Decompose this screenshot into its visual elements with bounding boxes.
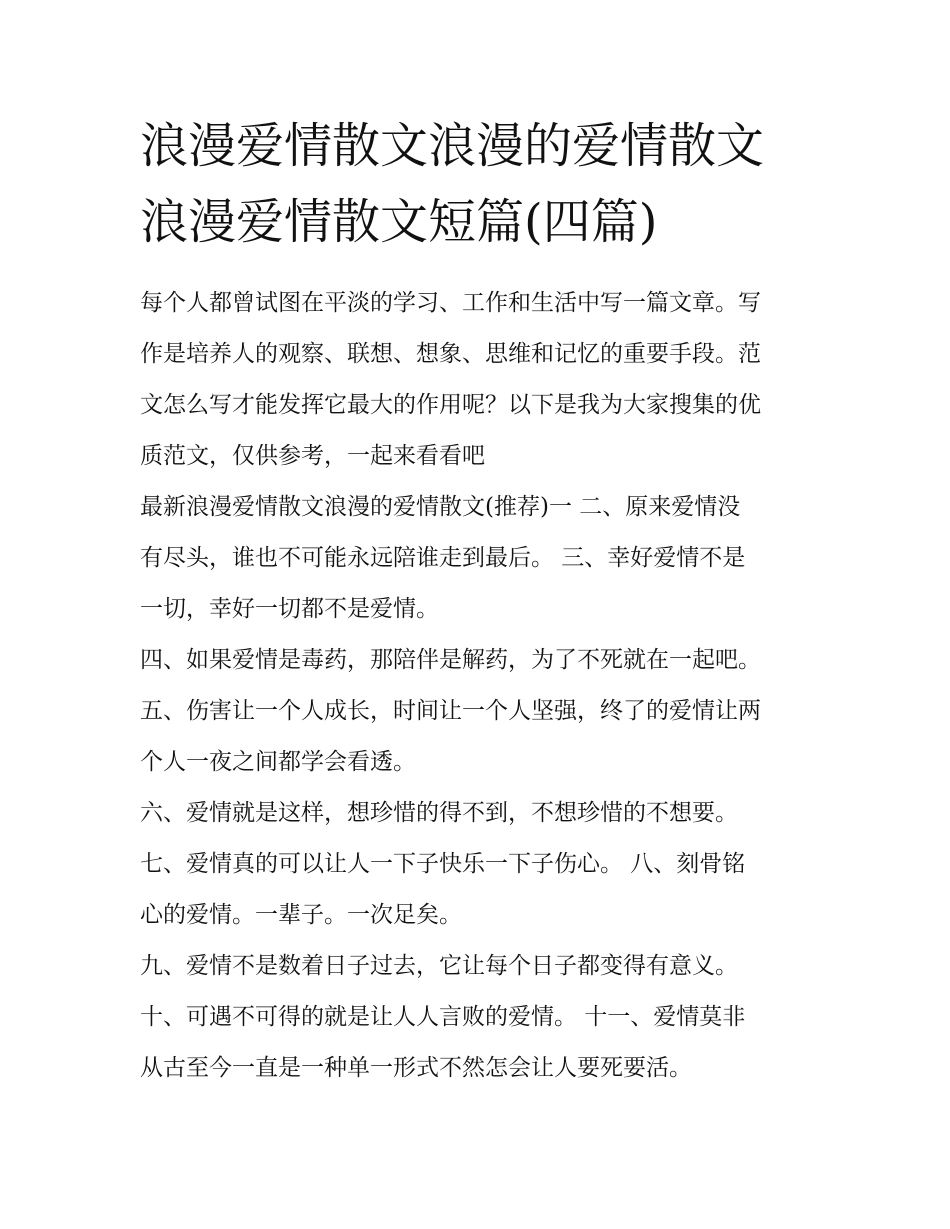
text-line: 四、如果爱情是毒药，那陪伴是解药，为了不死就在一起吧。 <box>140 647 761 673</box>
text-line: 有尽头，谁也不可能永远陪谁走到最后。 三、幸好爱情不是 <box>140 545 746 571</box>
text-line: 从古至今一直是一种单一形式不然怎会让人要死要活。 <box>140 1055 692 1081</box>
paragraph <box>140 635 820 686</box>
text-line: 七、爱情真的可以让人一下子快乐一下子伤心。 八、刻骨铭 <box>140 851 746 877</box>
text-line: 五、伤害让一个人成长，时间让一个人坚强，终了的爱情让两 <box>140 698 761 724</box>
text-line: 六、爱情就是这样，想珍惜的得不到，不想珍惜的不想要。 <box>140 800 738 826</box>
text-line: 作是培养人的观察、联想、想象、思维和记忆的重要手段。范 <box>140 341 761 367</box>
paragraph <box>140 839 820 941</box>
text-line: 质范文，仅供参考，一起来看看吧 <box>140 443 485 469</box>
title-line: 浪漫爱情散文浪漫的爱情散文 <box>140 118 765 174</box>
text-line: 心的爱情。一辈子。一次足矣。 <box>140 902 462 928</box>
text-line: 九、爱情不是数着日子过去，它让每个日子都变得有意义。 <box>140 953 738 979</box>
paragraph <box>140 788 820 839</box>
document-title <box>140 108 820 260</box>
paragraph <box>140 686 820 788</box>
intro-paragraph <box>140 278 820 482</box>
text-line: 十、可遇不可得的就是让人人言败的爱情。 十一、爱情莫非 <box>140 1004 746 1030</box>
paragraph <box>140 992 820 1094</box>
title-line: 浪漫爱情散文短篇(四篇) <box>140 194 658 250</box>
text-line: 个人一夜之间都学会看透。 <box>140 749 416 775</box>
text-line: 最新浪漫爱情散文浪漫的爱情散文(推荐)一 二、原来爱情没 <box>140 494 741 520</box>
text-line: 一切，幸好一切都不是爱情。 <box>140 596 439 622</box>
paragraph <box>140 482 820 635</box>
text-line: 文怎么写才能发挥它最大的作用呢？以下是我为大家搜集的优 <box>140 392 761 418</box>
text-line: 每个人都曾试图在平淡的学习、工作和生活中写一篇文章。写 <box>140 290 761 316</box>
document-body <box>140 278 820 1094</box>
paragraph <box>140 941 820 992</box>
